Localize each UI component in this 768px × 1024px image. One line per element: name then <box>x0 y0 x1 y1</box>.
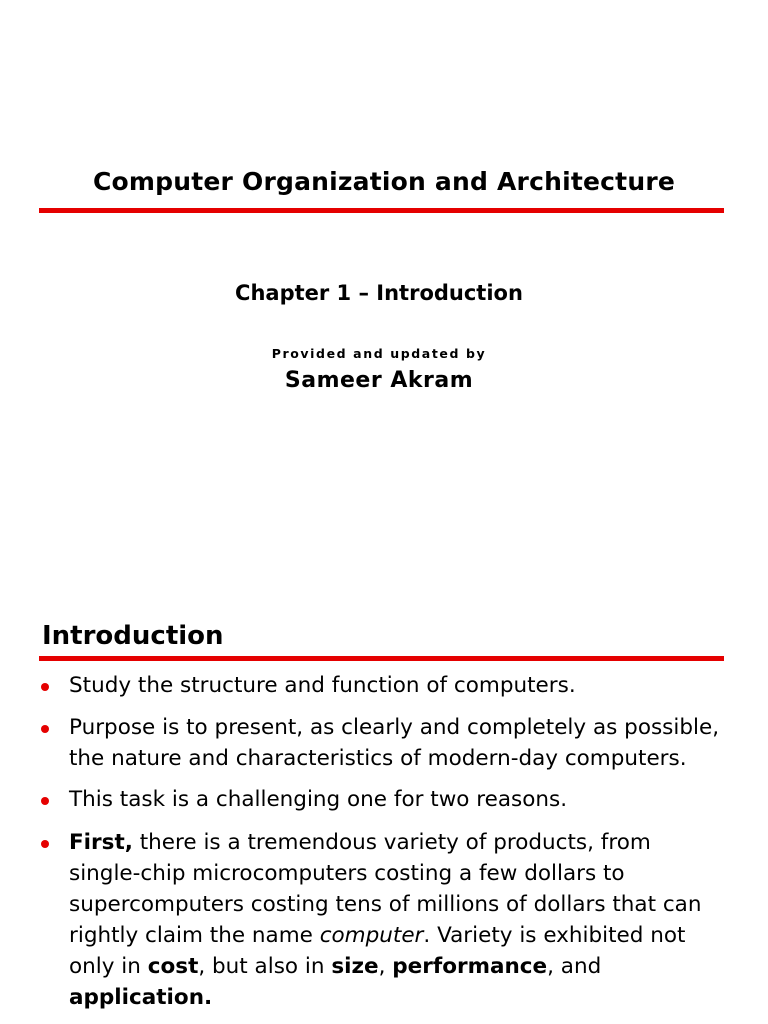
bullet-item <box>37 827 727 1013</box>
bullet-dot-icon <box>41 683 49 691</box>
bullet-dot-icon <box>41 797 49 805</box>
bullet-text-part: there is a tremendous variety of products, from single-chip microcomputers costing a few dollars to supercomputers costing tens of millions of dollars that can rightly claim the name <box>69 830 702 948</box>
bullet-lead-bold: First, <box>69 830 133 855</box>
bullet-list <box>37 670 727 1024</box>
introduction-slide <box>0 600 768 1024</box>
bullet-text-part: , but also in <box>198 954 332 979</box>
keyword-cost: cost <box>147 954 199 979</box>
bullet-text-part: . Variety is exhibited not only in <box>69 923 686 979</box>
bullet-dot-icon <box>41 725 49 733</box>
provided-by-label: Provided and updated by <box>271 346 487 361</box>
deck-title: Computer Organization and Architecture <box>92 167 676 196</box>
keyword-application: application. <box>69 985 213 1010</box>
bullet-text: Purpose is to present, as clearly and completely as possible, the nature and characteristics of modern-day computers. <box>69 715 720 771</box>
slide-heading: Introduction <box>42 621 224 651</box>
bullet-text: This task is a challenging one for two reasons. <box>69 787 568 812</box>
bullet-emphasis: computer <box>319 923 424 948</box>
heading-underline-rule <box>39 656 724 661</box>
bullet-text-part: , and <box>547 954 602 979</box>
chapter-title: Chapter 1 – Introduction <box>235 281 523 305</box>
bullet-item <box>37 784 727 815</box>
bullet-text: Study the structure and function of computers. <box>69 673 576 698</box>
bullet-item <box>37 712 727 774</box>
bullet-item <box>37 670 727 701</box>
keyword-size: size <box>331 954 379 979</box>
bullet-dot-icon <box>41 840 49 848</box>
keyword-performance: performance <box>392 954 548 979</box>
title-underline-rule <box>39 208 724 213</box>
bullet-text-part: , <box>378 954 393 979</box>
bullet-text <box>69 830 702 1010</box>
author-name: Sameer Akram <box>284 368 474 393</box>
